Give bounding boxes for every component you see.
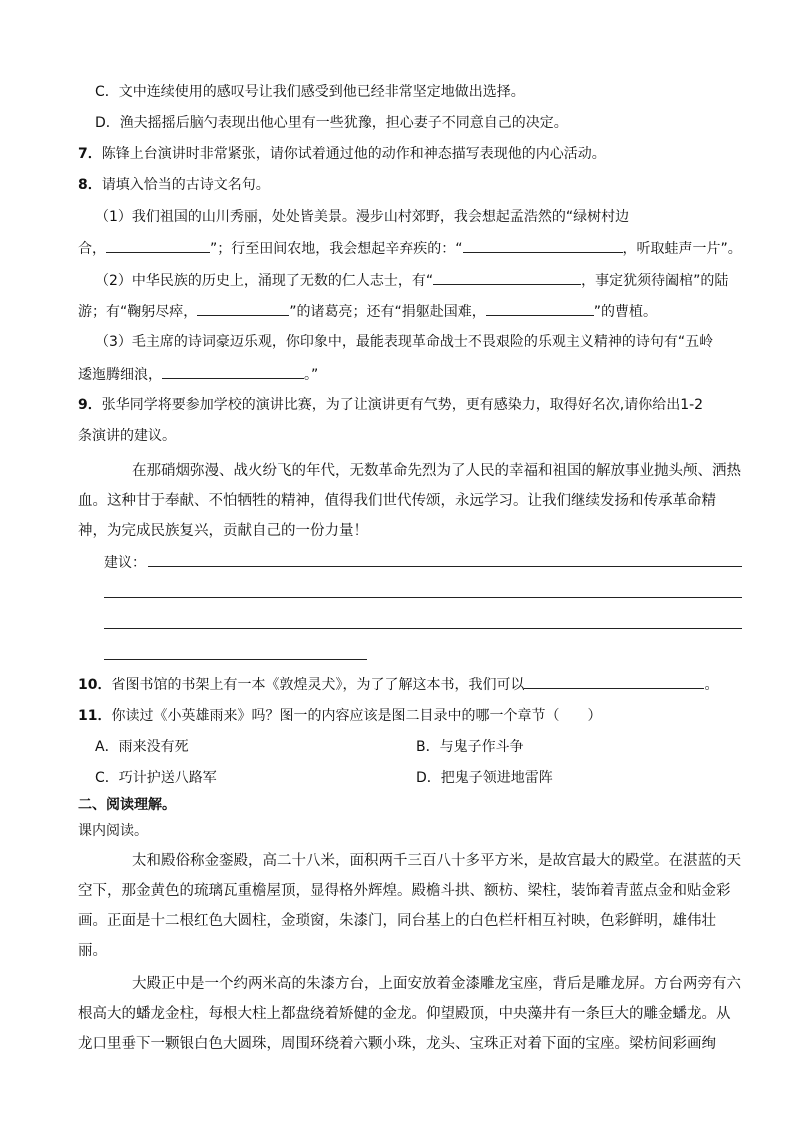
text-fragment: ”的曹植。 [593,304,658,320]
answer-line[interactable] [104,659,367,660]
question-number: 10． [78,677,112,693]
text-fragment: 。” [304,367,319,383]
q8-part2-line2 [78,301,657,322]
q6-option-c: C．文中连续使用的感叹号让我们感受到他已经非常坚定地做出选择。 [95,84,525,100]
question-8 [78,175,270,195]
question-number: 11． [78,708,112,724]
reading-paragraph-1: 太和殿俗称金銮殿，高二十八米，面积两千三百八十多平方米，是故宫最大的殿堂。在湛蓝的天空下，那金黄色的琉璃瓦重檐屋顶，显得格外辉煌。殿檐斗拱、额枋、梁柱，装饰着青蓝点金和贴金彩画。正面是十二根红色大圆柱，金琐窗，朱漆门，同台基上的白色栏杆相互衬映，色彩鲜明，雄伟壮丽。 [78,853,741,959]
answer-line[interactable] [104,628,742,629]
question-10 [78,674,718,695]
q11-option-a[interactable]: A．雨来没有死 [95,739,189,755]
text-fragment: （2）中华民族的历史上，涌现了无数的仁人志士，有“ [95,273,434,289]
q9-passage: 在那硝烟弥漫、战火纷飞的年代，无数革命先烈为了人民的幸福和祖国的解放事业抛头颅、洒热血。这种甘于奉献、不怕牺牲的精神，值得我们世代传颂，永远学习。让我们继续发扬和传承革命精神，为完成民族复兴，贡献自己的一份力量！ [78,463,741,539]
question-text: 请填入恰当的古诗文名句。 [101,177,270,193]
answer-blank[interactable] [433,270,581,285]
text-fragment: ，事定犹须待阖棺”的陆 [581,273,729,289]
question-number: 9． [78,397,102,413]
question-number: 8． [78,177,102,193]
q8-part3-line2 [78,364,318,385]
q11-option-c[interactable]: C．巧计护送八路军 [95,770,217,786]
answer-blank[interactable] [197,301,289,316]
q9-suggestion-label: 建议： [104,555,146,571]
answer-line[interactable] [104,597,742,598]
q8-part3-line1: （3）毛主席的诗词豪迈乐观，你印象中，最能表现革命战士不畏艰险的乐观主义精神的诗句有“五岭 [95,334,714,350]
text-fragment: 逶迤腾细浪， [78,367,162,383]
question-9-line2: 条演讲的建议。 [78,428,176,444]
q8-part2-line1 [95,270,728,291]
question-text: 陈锋上台演讲时非常紧张，请你试着通过他的动作和神态描写表现他的内心活动。 [101,146,606,162]
answer-blank[interactable] [162,364,304,379]
text-fragment: ，听取蛙声一片”。 [622,241,742,257]
answer-blank[interactable] [524,674,704,689]
answer-line[interactable] [148,566,742,567]
question-text: 省图书馆的书架上有一本《敦煌灵犬》，为了了解这本书，我们可以 [111,677,525,693]
q11-option-d[interactable]: D．把鬼子领进地雷阵 [416,770,553,786]
reading-paragraph-2: 大殿正中是一个约两米高的朱漆方台，上面安放着金漆雕龙宝座，背后是雕龙屏。方台两旁有六根高大的蟠龙金柱，每根大柱上都盘绕着矫健的金龙。仰望殿顶，中央藻井有一条巨大的雕金蟠龙。从龙口里垂下一颗银白色大圆珠，周围环绕着六颗小珠，龙头、宝珠正对着下面的宝座。梁枋间彩画绚 [78,976,741,1052]
answer-blank[interactable] [106,238,210,253]
q8-part1-line2 [78,238,742,259]
text-fragment: 。 [704,677,719,693]
q11-option-b[interactable]: B．与鬼子作斗争 [416,739,524,755]
answer-blank[interactable] [463,238,623,253]
question-number: 7． [78,146,102,162]
text-fragment: ”；行至田间农地，我会想起辛弃疾的：“ [210,241,463,257]
q8-part1-line1: （1）我们祖国的山川秀丽，处处皆美景。漫步山村郊野，我会想起孟浩然的“绿树村边 [95,209,630,225]
section-subheading: 课内阅读。 [78,823,148,839]
text-fragment: 游；有“鞠躬尽瘁， [78,304,198,320]
question-11 [78,706,601,726]
q6-option-d: D．渔夫摇摇后脑勺表现出他心里有一些犹豫，担心妻子不同意自己的决定。 [95,115,568,131]
section-heading: 二、阅读理解。 [78,797,176,813]
question-text: 你读过《小英雄雨来》吗？图一的内容应该是图二目录中的哪一个章节（ ） [111,708,602,724]
text-fragment: 合， [78,241,106,257]
text-fragment: ”的诸葛亮；还有“捐躯赴国难， [289,304,486,320]
answer-blank[interactable] [486,301,594,316]
question-7 [78,144,606,164]
question-9 [78,395,703,415]
question-text: 张华同学将要参加学校的演讲比赛，为了让演讲更有气势，更有感染力，取得好名次,请你给出1-2 [101,397,704,413]
